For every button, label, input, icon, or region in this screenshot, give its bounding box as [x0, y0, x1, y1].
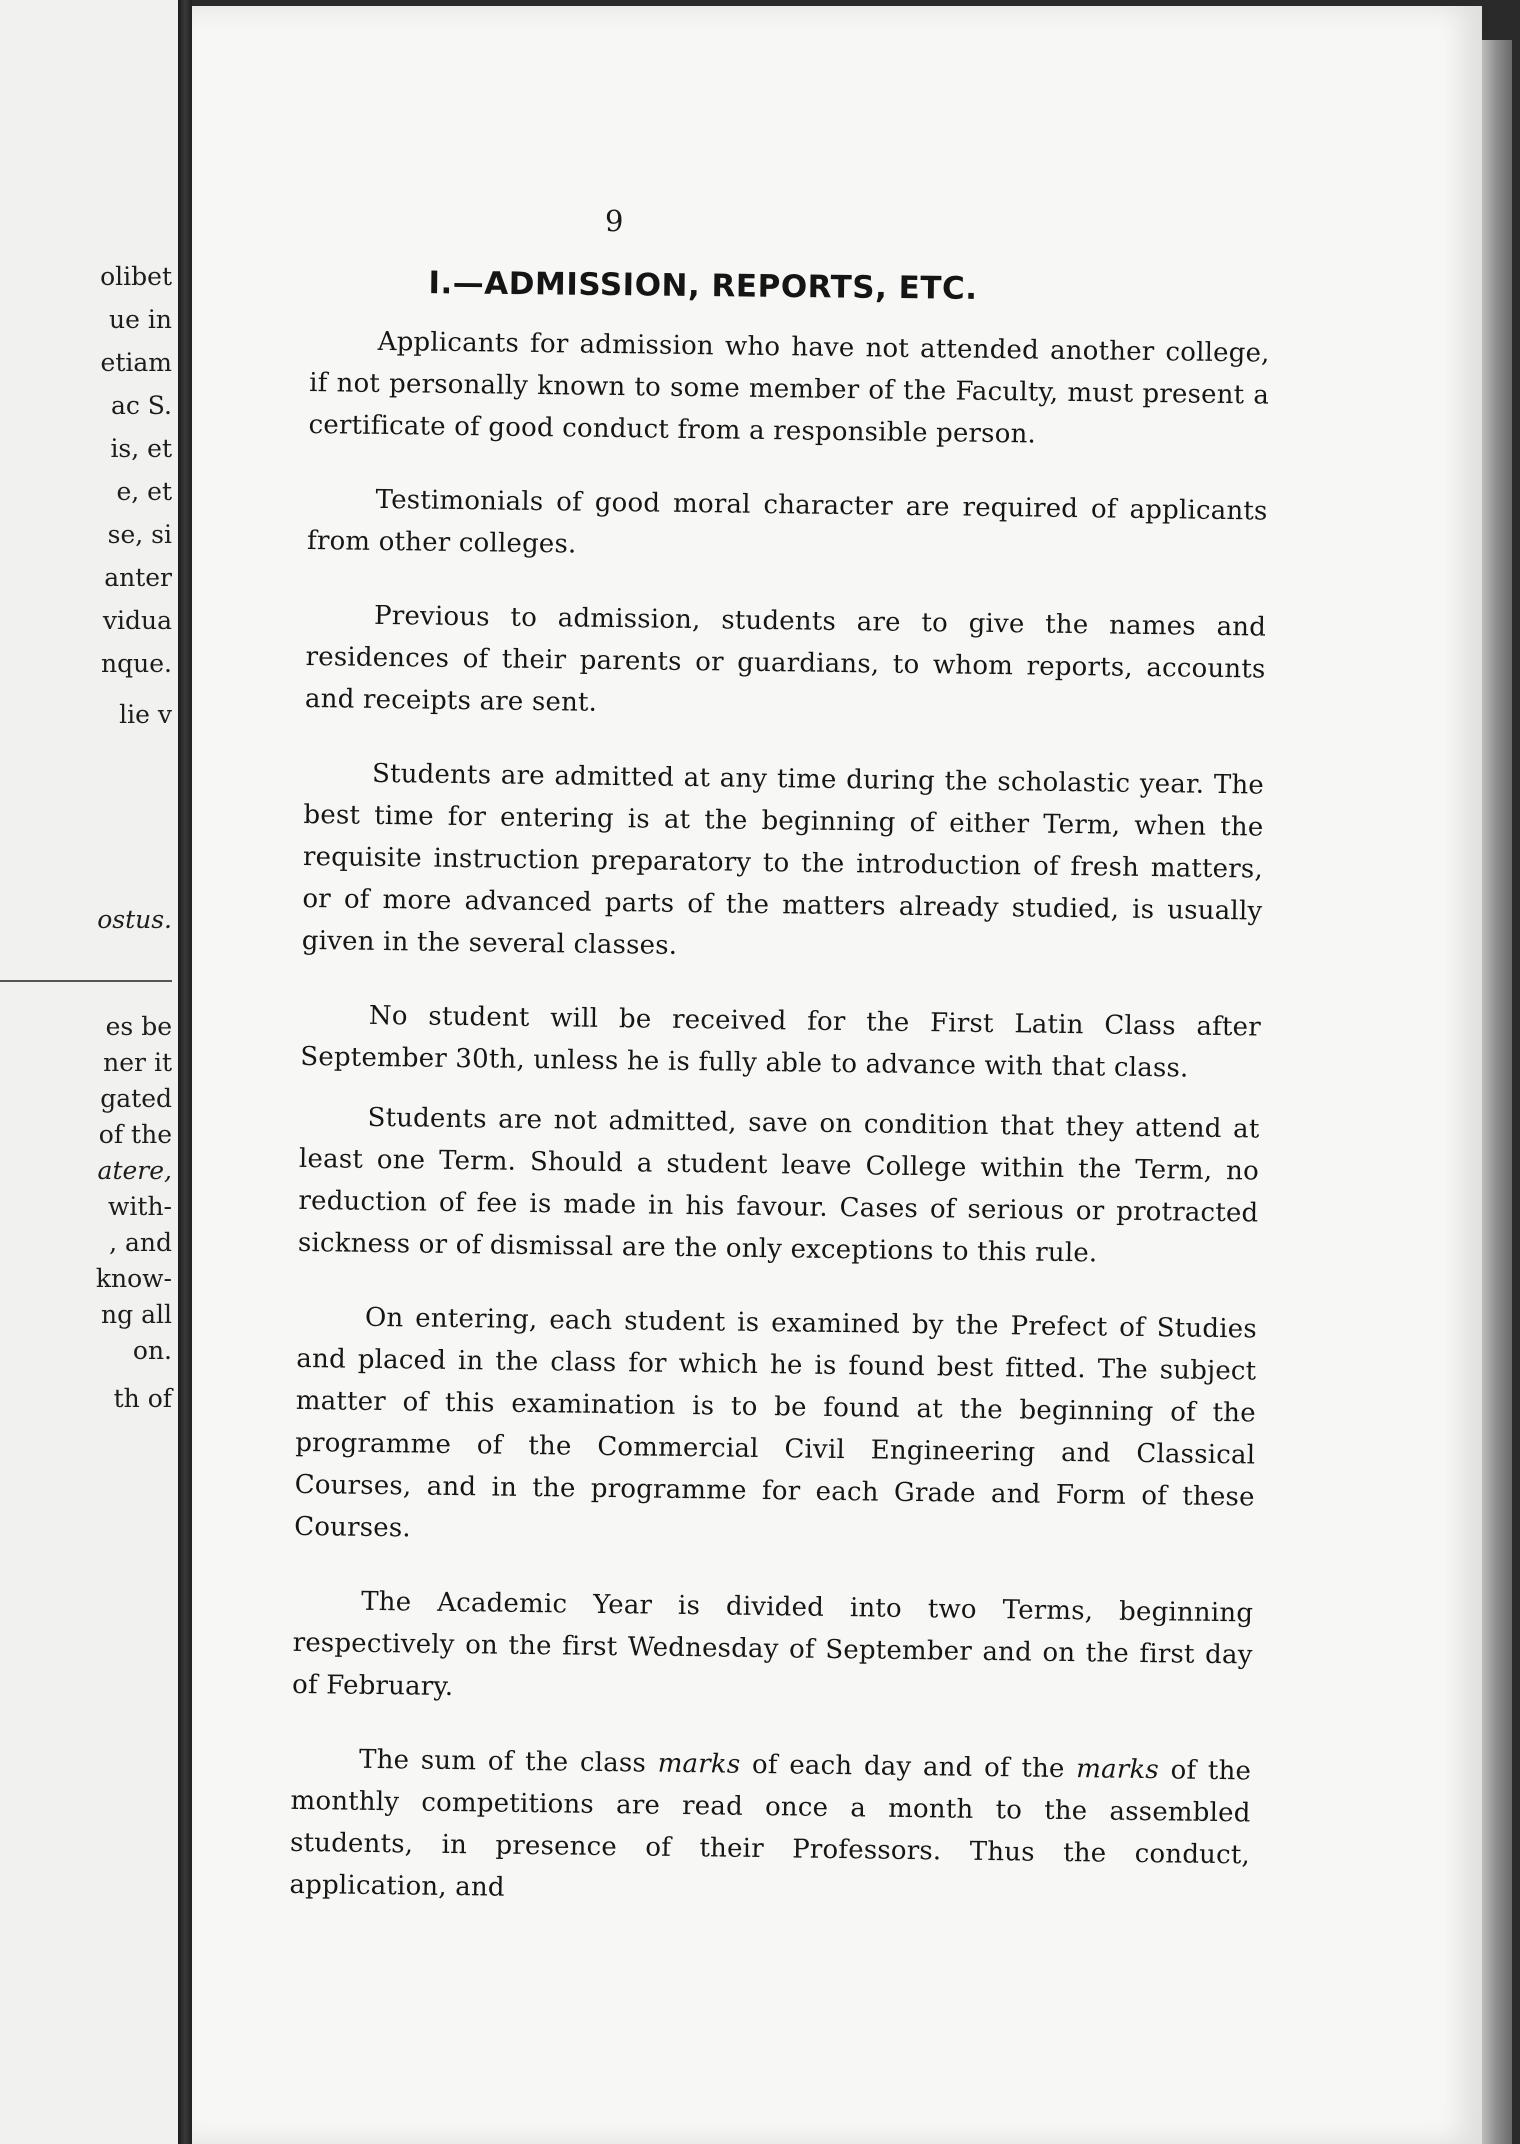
paragraph: Previous to admission, students are to give the names and residences of their parents or guardians, to whom reports, accounts and receipts are sent. — [304, 600, 1267, 718]
left-page-line: of the — [98, 1120, 172, 1149]
emphasis-marks: marks — [1076, 1754, 1160, 1786]
emphasis-marks: marks — [657, 1748, 741, 1780]
paragraph-text: of each day and of the — [740, 1749, 1077, 1785]
paragraph-text: The sum of the class — [358, 1744, 658, 1779]
paragraph: Students are not admitted, save on condition that they attend at least one Term. Should a student leave College within the Term, no reduction of fee is made in his favour. Cases of serious or protracted sickness or of dismissal are the only exceptions to this rule. — [297, 1102, 1260, 1269]
left-page-line: , and — [109, 1228, 172, 1257]
paragraph: Testimonials of good moral character are required of applicants from other colleges. — [306, 484, 1268, 560]
paragraph: No student will be received for the First Latin Class after September 30th, unless he is fully able to advance with that class. — [300, 1000, 1262, 1084]
left-page-line: lie v — [119, 700, 172, 729]
paragraph: On entering, each student is examined by the Prefect of Studies and placed in the class for which he is found best fitted. The subject matter of this examination is to be found at the beginning of the programme of the Commercial Civil Engineering and Classical Courses, and in the programme for each Grade and Form of these Courses. — [294, 1302, 1258, 1544]
left-page-line: is, et — [110, 434, 172, 463]
left-page-line: olibet — [100, 262, 172, 291]
paragraph: Applicants for admission who have not attended another college, if not personally known to some member of the Faculty, must present a certificate of good conduct from a responsible person. — [308, 326, 1270, 450]
section-heading: I.—ADMISSION, REPORTS, ETC. — [428, 265, 978, 307]
book-gutter — [178, 0, 192, 2144]
body-text — [289, 320, 1270, 1950]
left-page-line: se, si — [107, 520, 172, 549]
paragraph-text: of the monthly competitions are read once a month to the assembled students, in presence of their Professors. Thus the conduct, application, and — [289, 1755, 1252, 1903]
left-page-line: with- — [108, 1192, 172, 1221]
paragraph: Students are admitted at any time during the scholastic year. The best time for entering is at the beginning of either Term, when the requisite instruction preparatory to the introduction of fresh matters, or of more advanced parts of the matters already studied, is usually given in the several classes. — [301, 758, 1265, 961]
left-page-line: ner it — [103, 1048, 172, 1077]
left-facing-page — [0, 0, 178, 2144]
left-page-line: th of — [113, 1384, 172, 1413]
left-page-line: know- — [95, 1264, 172, 1293]
left-page-line: vidua — [102, 606, 172, 635]
left-page-line: ng all — [101, 1300, 172, 1329]
left-page-rule — [0, 980, 172, 982]
left-page-line: etiam — [100, 348, 172, 377]
left-page-line: nque. — [101, 649, 172, 678]
paragraph-last — [289, 1738, 1251, 1919]
left-page-line: gated — [100, 1084, 172, 1113]
page-number: 9 — [605, 204, 624, 238]
left-page-line: atere, — [97, 1156, 172, 1185]
left-page-line: ue in — [109, 305, 172, 334]
left-page-line: ac S. — [110, 391, 172, 420]
left-page-line: on. — [132, 1336, 172, 1365]
page-edge — [1482, 40, 1512, 2144]
left-page-line: anter — [104, 563, 172, 592]
left-page-line: es be — [105, 1012, 172, 1041]
left-page-line: e, et — [116, 477, 172, 506]
left-page-line: ostus. — [97, 905, 172, 934]
paragraph: The Academic Year is divided into two Terms, beginning respectively on the first Wednesday of September and on the first day of February. — [291, 1586, 1254, 1702]
